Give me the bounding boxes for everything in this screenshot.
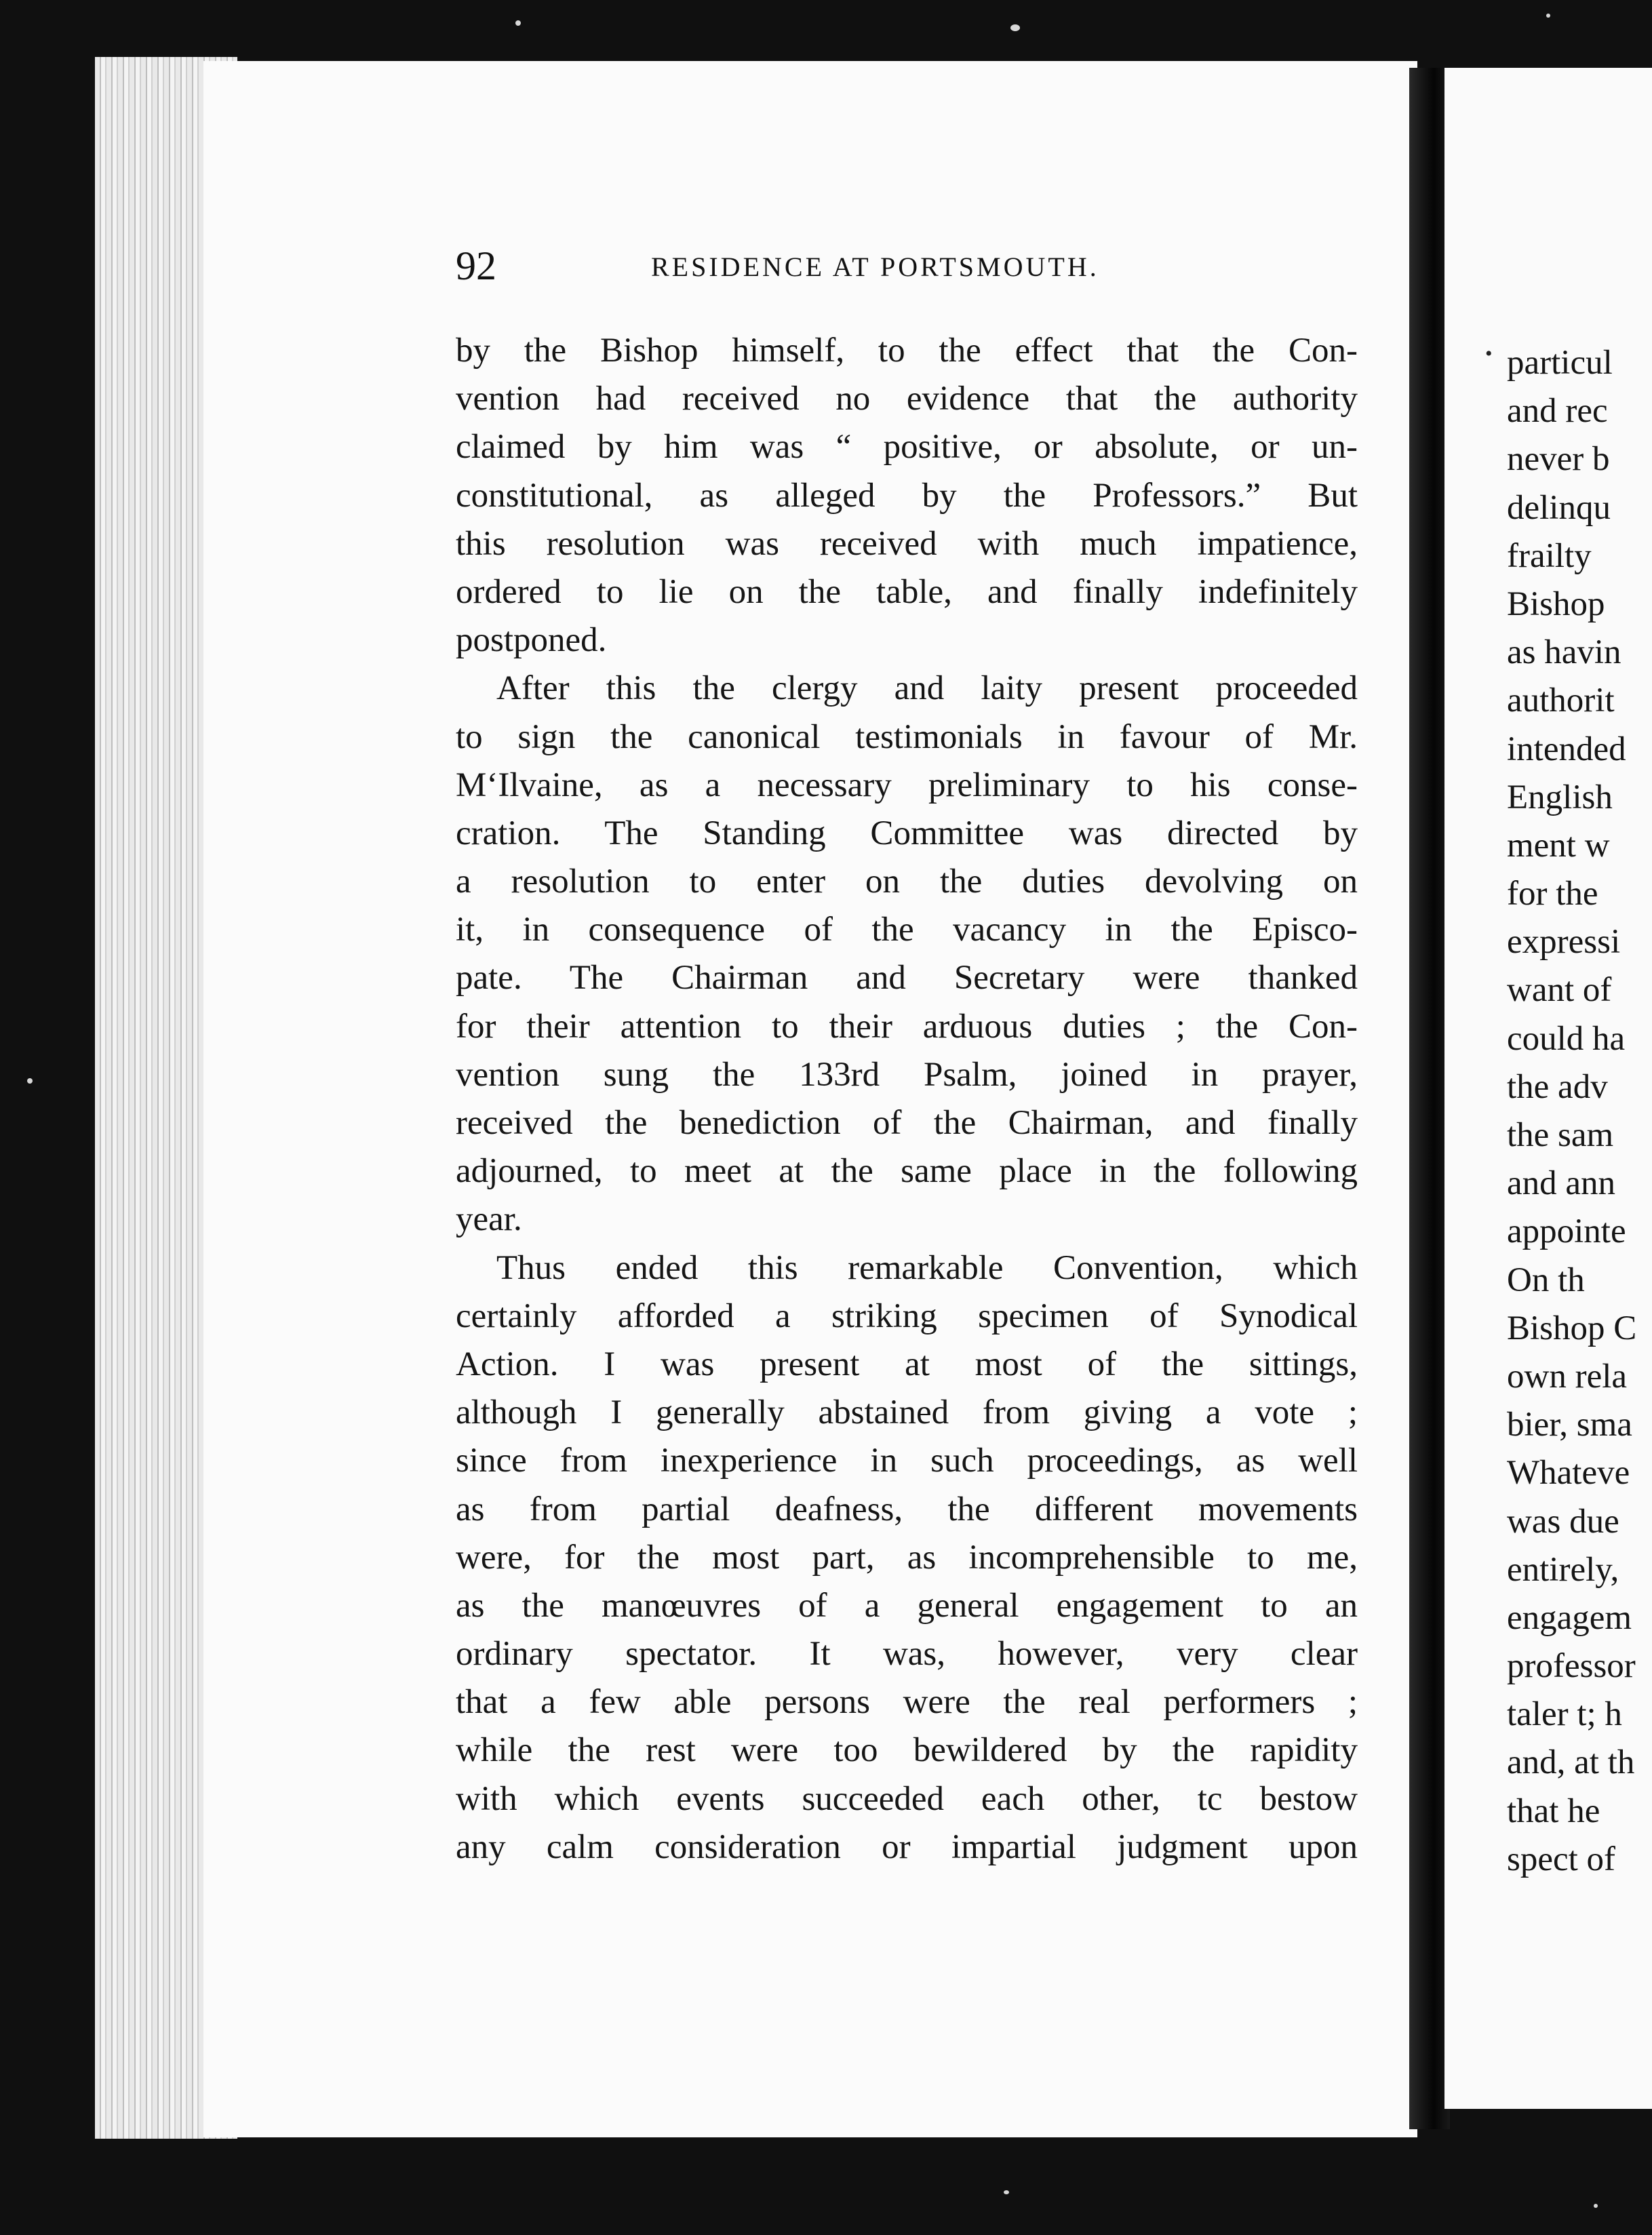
dust-speck (1546, 14, 1550, 18)
right-text-fragment: delinqu (1507, 488, 1611, 527)
right-page-text (1507, 339, 1652, 1884)
text-line: postponed. (456, 621, 607, 660)
right-text-fragment: and rec (1507, 392, 1608, 431)
text-line: were, for the most part, as incomprehensible to me, (456, 1538, 1358, 1577)
dust-speck (1594, 2204, 1598, 2208)
right-text-fragment: expressi (1507, 923, 1621, 962)
text-line: as the manœuvres of a general engagement to an (456, 1586, 1358, 1625)
right-text-fragment: On th (1507, 1261, 1585, 1299)
right-text-fragment: could ha (1507, 1019, 1626, 1058)
dust-speck (27, 1078, 33, 1084)
text-line: Action. I was present at most of the sittings, (456, 1345, 1358, 1383)
right-text-fragment: appointe (1507, 1212, 1626, 1251)
text-line: that a few able persons were the real performers ; (456, 1683, 1358, 1722)
right-text-fragment: Bishop (1507, 585, 1605, 623)
text-line: adjourned, to meet at the same place in the following (456, 1152, 1358, 1191)
text-line: year. (456, 1200, 522, 1239)
right-text-fragment: intended (1507, 730, 1626, 768)
text-line: After this the clergy and laity present proceeded (496, 669, 1358, 708)
right-text-fragment: authorit (1507, 681, 1615, 720)
dust-speck (1004, 2190, 1009, 2194)
right-text-fragment: frailty (1507, 536, 1592, 575)
text-line: vention sung the 133rd Psalm, joined in prayer, (456, 1055, 1358, 1094)
right-text-fragment: was due (1507, 1502, 1619, 1541)
text-line: a resolution to enter on the duties devolving on (456, 863, 1358, 901)
right-text-fragment: taler t; h (1507, 1695, 1622, 1734)
text-line: this resolution was received with much impatience, (456, 524, 1358, 563)
page-number: 92 (456, 243, 496, 288)
text-line: vention had received no evidence that the authority (456, 380, 1358, 418)
right-text-fragment: own rela (1507, 1357, 1628, 1396)
text-line: as from partial deafness, the different movements (456, 1490, 1358, 1528)
right-text-fragment: the adv (1507, 1067, 1608, 1106)
text-line: to sign the canonical testimonials in favour of Mr. (456, 717, 1358, 756)
right-text-fragment: Bishop C (1507, 1309, 1637, 1347)
right-text-fragment: particul (1507, 344, 1613, 382)
right-text-fragment: and, at th (1507, 1743, 1635, 1782)
text-line: since from inexperience in such proceedings, as well (456, 1442, 1358, 1480)
right-text-fragment: as havin (1507, 633, 1621, 672)
text-line: any calm consideration or impartial judgment upon (456, 1827, 1358, 1866)
text-line: ordered to lie on the table, and finally indefinitely (456, 572, 1358, 611)
text-line: it, in consequence of the vacancy in the Episco- (456, 911, 1358, 949)
page-header (456, 243, 1351, 297)
text-line: by the Bishop himself, to the effect that the Con- (456, 332, 1358, 370)
left-page-text (456, 327, 1358, 1872)
book-gutter (1409, 68, 1450, 2129)
right-text-fragment: engagem (1507, 1598, 1632, 1637)
text-line: cration. The Standing Committee was directed by (456, 814, 1358, 852)
right-text-fragment: for the (1507, 875, 1598, 913)
right-text-fragment: that he (1507, 1792, 1600, 1830)
text-line: M‘Ilvaine, as a necessary preliminary to his conse- (456, 766, 1358, 804)
right-text-fragment: the sam (1507, 1116, 1614, 1154)
text-line: pate. The Chairman and Secretary were thanked (456, 959, 1358, 997)
right-text-fragment: Whateve (1507, 1454, 1630, 1492)
right-text-fragment: ment w (1507, 826, 1610, 865)
text-line: although I generally abstained from giving a vote ; (456, 1393, 1358, 1432)
margin-bullet-icon: • (1485, 342, 1493, 365)
right-text-fragment: professor (1507, 1647, 1636, 1686)
text-line: received the benediction of the Chairman, and finally (456, 1104, 1358, 1142)
text-line: for their attention to their arduous duties ; the Con- (456, 1007, 1358, 1046)
right-text-fragment: never b (1507, 440, 1610, 479)
right-text-fragment: English (1507, 778, 1613, 816)
right-text-fragment: bier, sma (1507, 1406, 1632, 1444)
dust-speck (1010, 24, 1020, 31)
text-line: claimed by him was “ positive, or absolute, or un- (456, 428, 1358, 467)
running-title: RESIDENCE AT PORTSMOUTH. (651, 252, 1099, 282)
text-line: with which events succeeded each other, tc bestow (456, 1779, 1358, 1818)
text-line: while the rest were too bewildered by the rapidity (456, 1731, 1358, 1770)
right-text-fragment: want of (1507, 971, 1612, 1010)
right-text-fragment: entirely, (1507, 1550, 1619, 1589)
text-line: constitutional, as alleged by the Professors.” But (456, 476, 1358, 515)
right-text-fragment: spect of (1507, 1840, 1616, 1878)
dust-speck (515, 20, 521, 26)
text-line: Thus ended this remarkable Convention, which (496, 1248, 1358, 1287)
text-line: ordinary spectator. It was, however, very clear (456, 1635, 1358, 1674)
right-text-fragment: and ann (1507, 1164, 1616, 1203)
text-line: certainly afforded a striking specimen of Synodical (456, 1297, 1358, 1335)
